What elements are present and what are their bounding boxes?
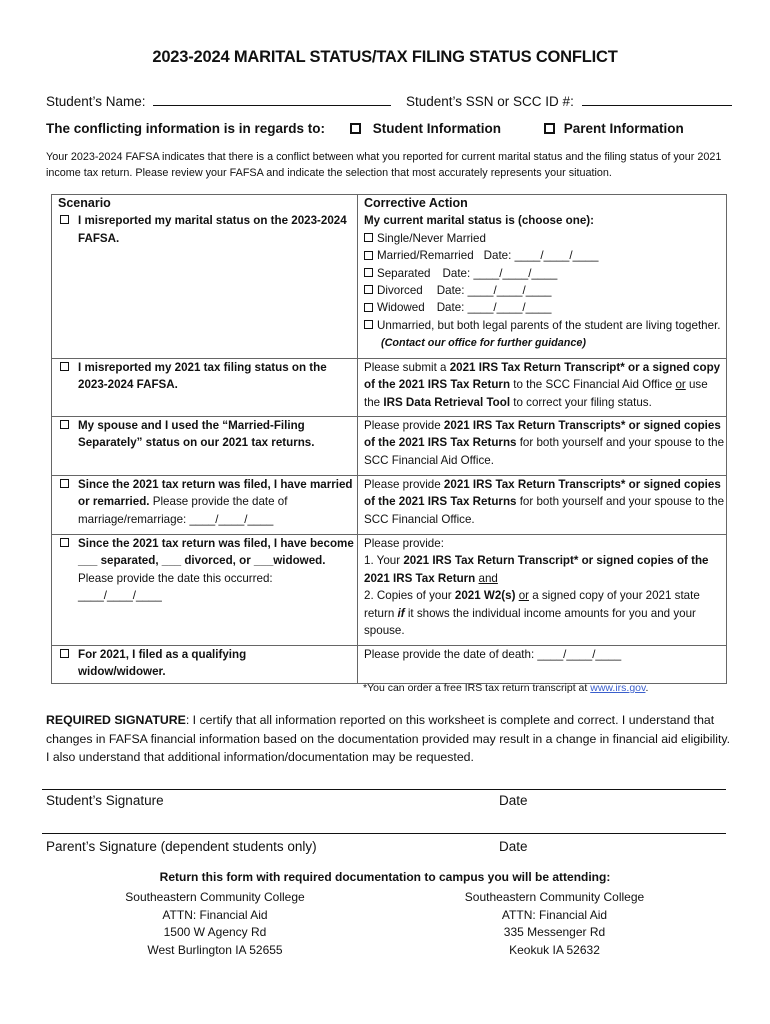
checkbox[interactable] bbox=[364, 268, 373, 277]
scenario-checkbox[interactable] bbox=[60, 420, 69, 429]
student-date-label: Date bbox=[499, 793, 528, 808]
action-doc: 2021 IRS Tax Return Transcript* or a signed copy of the 2021 IRS Tax Return bbox=[364, 360, 721, 392]
form-title: 2023-2024 MARITAL STATUS/TAX FILING STATUS CONFLICT bbox=[152, 48, 618, 66]
action-or: or bbox=[518, 589, 529, 603]
action-text: for both yourself and your spouse to the SCC Financial Aid Office. bbox=[364, 436, 725, 467]
student-info-checkbox[interactable] bbox=[350, 123, 361, 134]
required-signature-statement bbox=[46, 711, 736, 767]
student-name-row bbox=[46, 93, 391, 109]
table-row bbox=[52, 212, 727, 358]
action-text: a signed copy of your 2021 state return bbox=[364, 589, 700, 620]
conflict-label: The conflicting information is in regards to: bbox=[46, 121, 326, 136]
action-intro: Please provide: bbox=[364, 536, 444, 550]
scenario-marital-misreport bbox=[60, 212, 357, 247]
scenario-text: Since the 2021 tax return was filed, I have become ___ separated, ___ divorced, or ___widowed. bbox=[78, 536, 354, 568]
checkbox[interactable] bbox=[364, 285, 373, 294]
parent-date-label: Date bbox=[499, 839, 528, 854]
table-row bbox=[52, 534, 727, 645]
intro-paragraph: Your 2023-2024 FAFSA indicates that there is a conflict between what you reported for current marital status and the filing status of your 2021 income tax return. Please review your FAFSA and indicate the selection that most accurately represents your situation. bbox=[46, 151, 722, 179]
action-text: 2. Copies of your bbox=[364, 589, 455, 603]
option-label: Married/Remarried bbox=[377, 249, 474, 263]
student-info-label: Student Information bbox=[372, 121, 502, 136]
scenario-header: Scenario bbox=[52, 195, 358, 213]
option-separated[interactable] bbox=[364, 265, 726, 282]
action-text: Please submit a bbox=[364, 360, 450, 374]
student-signature-label: Student’s Signature bbox=[46, 793, 164, 808]
parent-signature-label: Parent’s Signature (dependent students only) bbox=[46, 839, 317, 854]
parent-signature-field[interactable] bbox=[46, 845, 486, 855]
parent-info-label: Parent Information bbox=[563, 121, 684, 136]
campus-street: 1500 W Agency Rd bbox=[163, 925, 267, 939]
action-text: Please provide the date of death: ____/____/____ bbox=[364, 647, 622, 661]
scenario-tax-misreport bbox=[60, 359, 357, 394]
action-if: if bbox=[397, 606, 405, 620]
action-text: to the SCC Financial Aid Office bbox=[510, 378, 676, 392]
scenario-qualifying-widow bbox=[60, 646, 357, 681]
scenario-text: For 2021, I filed as a qualifying widow/widower. bbox=[78, 647, 247, 679]
date-field[interactable]: Date: ____/____/____ bbox=[436, 284, 552, 298]
required-text: : I certify that all information reported on this worksheet is complete and correct. I understand that changes in FAFSA financial information based on the documentation provided may result in a change in financial aid eligibility. I also understand that additional information/documentation may be requested. bbox=[46, 713, 731, 764]
student-signature-field[interactable] bbox=[46, 800, 486, 830]
scenario-text: Since the 2021 tax return was filed, I have married or remarried. bbox=[78, 477, 353, 509]
action-header: Corrective Action bbox=[358, 195, 727, 213]
scenario-text: I misreported my 2021 tax filing status on the 2023-2024 FAFSA. bbox=[78, 360, 327, 392]
table-row bbox=[52, 358, 727, 416]
checkbox[interactable] bbox=[364, 320, 373, 329]
date-field[interactable]: Date: ____/____/____ bbox=[442, 266, 558, 280]
required-label: REQUIRED SIGNATURE bbox=[46, 713, 186, 727]
scenario-married-separately bbox=[60, 417, 357, 452]
action-text: it shows the individual income amounts for you and your spouse. bbox=[364, 606, 696, 637]
parent-info-checkbox[interactable] bbox=[544, 123, 555, 134]
campus-city: West Burlington IA 52655 bbox=[147, 942, 283, 957]
action-doc: 2021 IRS Tax Return Transcripts* or signed copies of the 2021 IRS Tax Returns bbox=[364, 418, 721, 450]
action-doc: 2021 IRS Tax Return Transcript* or signed copies of the 2021 IRS Tax Return bbox=[364, 554, 709, 585]
option-divorced[interactable] bbox=[364, 282, 726, 299]
student-info-option[interactable] bbox=[350, 121, 501, 136]
campus-name: Southeastern Community College bbox=[464, 890, 645, 904]
scenario-text: My spouse and I used the “Married-Filing Separately” status on our 2021 tax returns. bbox=[78, 418, 315, 450]
option-widowed[interactable] bbox=[364, 299, 726, 316]
signature-line-middle bbox=[42, 833, 726, 834]
checkbox[interactable] bbox=[364, 233, 373, 242]
table-row bbox=[52, 475, 727, 534]
student-id-row bbox=[406, 93, 732, 109]
campus-name: Southeastern Community College bbox=[125, 890, 305, 904]
scenario-checkbox[interactable] bbox=[60, 215, 69, 224]
scenario-date-text: Please provide the date this occurred: ____/____/____ bbox=[78, 571, 273, 603]
student-id-label: Student’s SSN or SCC ID #: bbox=[406, 94, 574, 109]
signature-line-top bbox=[42, 789, 726, 790]
table-header-row bbox=[52, 195, 727, 213]
action-item-2 bbox=[364, 587, 726, 639]
transcript-note: *You can order a free IRS tax return transcript at www.irs.gov. bbox=[363, 682, 649, 694]
option-single[interactable] bbox=[364, 230, 726, 247]
campus-address-burlington bbox=[100, 889, 330, 959]
option-married[interactable] bbox=[364, 247, 726, 264]
transcript-note-text: *You can order a free IRS tax return transcript at bbox=[363, 682, 588, 694]
action-doc: 2021 W2(s) bbox=[454, 589, 516, 603]
option-unmarried[interactable] bbox=[364, 317, 726, 353]
scenario-separated-since bbox=[60, 535, 357, 605]
action-or: or bbox=[675, 378, 686, 392]
date-field[interactable]: Date: ____/____/____ bbox=[483, 249, 599, 263]
parent-info-option[interactable] bbox=[544, 121, 684, 136]
action-text: for both yourself and your spouse to the SCC Financial Office. bbox=[364, 495, 725, 526]
option-label: Unmarried, but both legal parents of the student are living together. bbox=[377, 318, 721, 332]
action-text: use the bbox=[364, 378, 708, 409]
table-row bbox=[52, 416, 727, 475]
return-instructions: Return this form with required documentation to campus you will be attending: bbox=[159, 870, 611, 884]
action-text: Please provide bbox=[364, 477, 444, 491]
option-label: Separated bbox=[377, 266, 431, 280]
option-label: Single/Never Married bbox=[377, 231, 486, 245]
date-field[interactable]: Date: ____/____/____ bbox=[436, 301, 552, 315]
student-id-field[interactable] bbox=[582, 93, 732, 106]
checkbox[interactable] bbox=[364, 303, 373, 312]
action-text: 1. Your bbox=[364, 554, 404, 568]
scenario-text: I misreported my marital status on the 2023-2024 FAFSA. bbox=[78, 214, 347, 245]
scenario-married-since bbox=[60, 476, 357, 528]
scenario-checkbox[interactable] bbox=[60, 538, 69, 547]
student-name-field[interactable] bbox=[153, 93, 391, 106]
irs-link[interactable]: www.irs.gov bbox=[590, 682, 646, 694]
campus-attn: ATTN: Financial Aid bbox=[501, 907, 608, 922]
option-label: Divorced bbox=[377, 284, 423, 298]
scenario-table bbox=[51, 194, 727, 684]
campus-address-keokuk bbox=[437, 889, 672, 959]
action-text: to correct your filing status. bbox=[510, 395, 652, 409]
option-label: Widowed bbox=[377, 301, 425, 315]
campus-city: Keokuk IA 52632 bbox=[509, 942, 600, 957]
scenario-checkbox[interactable] bbox=[60, 479, 69, 488]
action-tool: IRS Data Retrieval Tool bbox=[383, 395, 511, 409]
option-note: (Contact our office for further guidance) bbox=[381, 337, 586, 350]
campus-attn: ATTN: Financial Aid bbox=[162, 907, 268, 922]
scenario-date-text: Please provide the date of marriage/remarriage: ____/____/____ bbox=[78, 495, 288, 526]
scenario-checkbox[interactable] bbox=[60, 649, 69, 658]
checkbox[interactable] bbox=[364, 251, 373, 260]
action-and: and bbox=[478, 571, 498, 585]
scenario-checkbox[interactable] bbox=[60, 362, 69, 371]
table-row bbox=[52, 645, 727, 683]
campus-street: 335 Messenger Rd bbox=[503, 925, 606, 939]
action-item-1 bbox=[364, 552, 726, 587]
action-text: Please provide bbox=[364, 418, 444, 432]
marital-choose-label: My current marital status is (choose one): bbox=[364, 214, 594, 228]
action-doc: 2021 IRS Tax Return Transcripts* or signed copies of the 2021 IRS Tax Returns bbox=[364, 477, 721, 509]
student-name-label: Student’s Name: bbox=[46, 94, 146, 109]
